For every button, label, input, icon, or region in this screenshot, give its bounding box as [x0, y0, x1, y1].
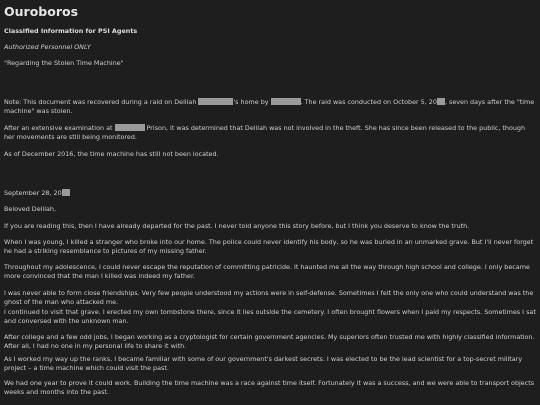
note-paragraph-2: After an extensive examination at Prison, it was determined that Delilah was not involved in the theft. She has since been released to the public, though her movements are still being monitored. — [4, 124, 526, 142]
document-subtitle: Classified Information for PSI Agents — [4, 27, 138, 35]
letter-paragraph: We had one year to prove it could work. Building the time machine was a race against time itself. Fortunately it was a success, and we were able to transport objects weeks and months into the past. — [4, 379, 535, 397]
page-title: Ouroboros — [4, 4, 79, 19]
document-regarding: "Regarding the Stolen Time Machine" — [4, 59, 124, 67]
authorized-notice: Authorized Personnel ONLY — [4, 43, 91, 51]
letter-paragraph: I was never able to form close friendships. Very few people understood my actions were in self-defense. Sometimes I felt the only one who could understand was the ghost of the man who attacked me. — [4, 289, 534, 307]
redaction-bar — [437, 98, 445, 105]
letter-paragraph: I continued to visit that grave. I erected my own tombstone there, since it lies outside the cemetery. I often brought flowers when I paid my respects. Sometimes I sat and conversed with the unknown man. — [4, 308, 536, 326]
note-paragraph-3: As of December 2016, the time machine has still not been located. — [4, 150, 219, 158]
note-paragraph-1: Note: This document was recovered during a raid on Delilah 's home by . The raid was conducted on October 5, 20 , seven days after the "time machine" was stolen. — [4, 98, 535, 116]
letter-salutation: Beloved Delilah, — [4, 205, 56, 213]
redaction-bar — [115, 124, 145, 131]
letter-paragraph: Throughout my adolescence, I could never escape the reputation of committing patricide. It haunted me all the way through high school and college. I only became more convinced that the man I killed was indeed my father. — [4, 263, 530, 281]
letter-paragraph: When I was young, I killed a stranger who broke into our home. The police could never identify his body, so he was buried in an unmarked grave. But I'll never forget he had a striking resemblance to pictures of my missing father. — [4, 238, 534, 256]
letter-paragraph: As I worked my way up the ranks, I became familiar with some of our government's darkest secrets. I was elected to be the lead scientist for a top-secret military project – a time machine which could visit the past. — [4, 355, 523, 373]
letter-date: September 28, 20 — [4, 189, 536, 198]
redaction-bar — [271, 98, 301, 105]
redaction-bar — [62, 189, 70, 196]
letter-paragraph: After college and a few odd jobs, I began working as a cryptologist for certain government agencies. My superiors often trusted me with highly classified information. After all, I had no one in my personal life to share it with. — [4, 333, 535, 351]
letter-paragraph: If you are reading this, then I have already departed for the past. I never told anyone this story before, but I think you deserve to know the truth. — [4, 222, 470, 230]
redaction-bar — [198, 98, 233, 105]
